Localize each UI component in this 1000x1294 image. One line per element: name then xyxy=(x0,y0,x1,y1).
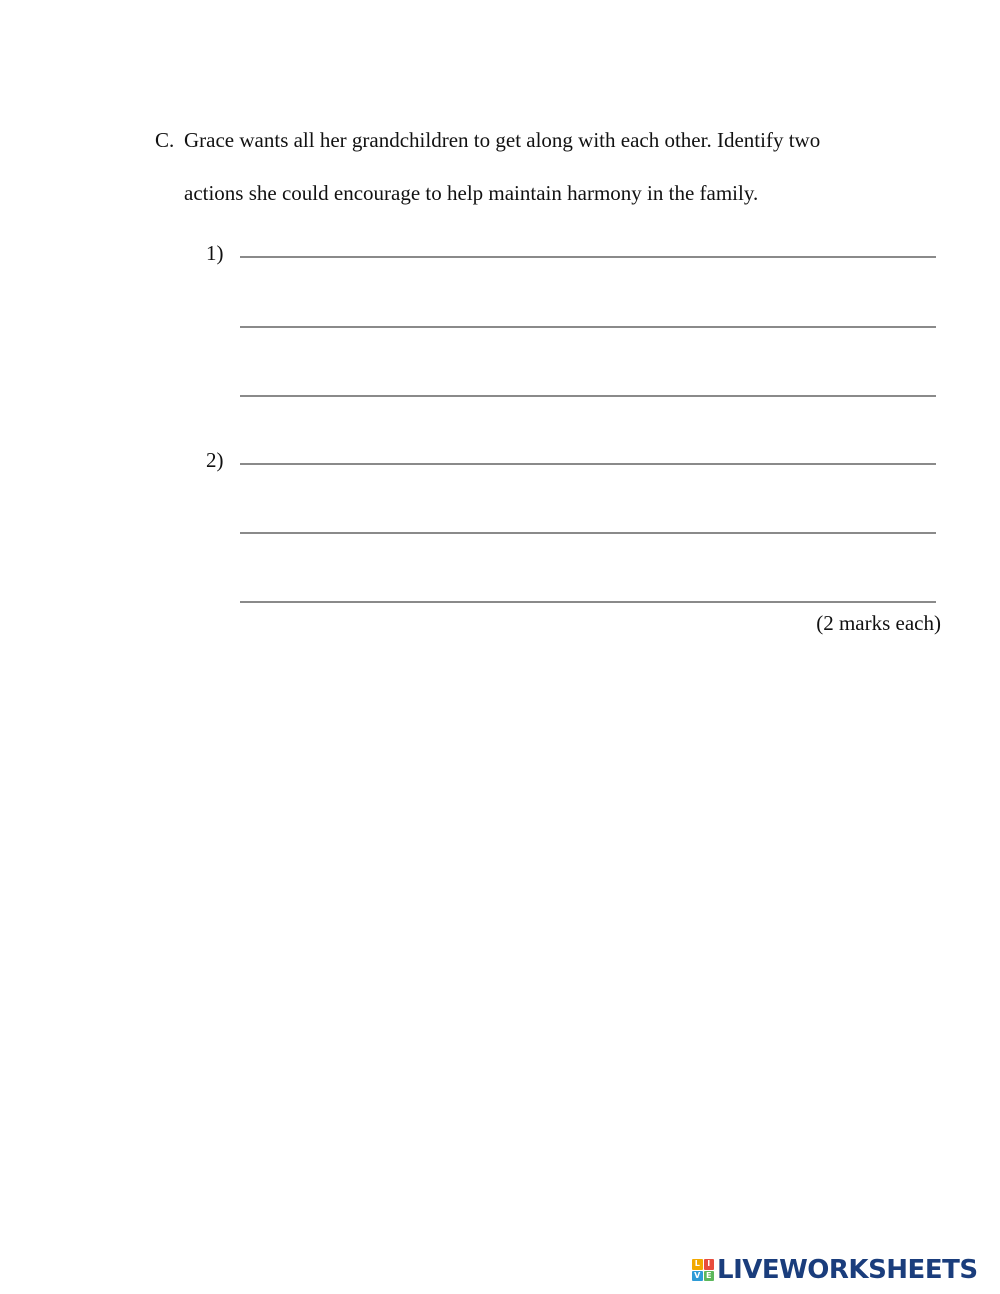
live-logo-icon xyxy=(692,1259,714,1281)
answer-1-line-1[interactable] xyxy=(240,256,936,258)
question-letter: C. xyxy=(155,128,175,152)
question-text-line-2: actions she could encourage to help maintain harmony in the family. xyxy=(184,181,759,205)
question-text-line-1: Grace wants all her grandchildren to get along with each other. Identify two xyxy=(184,128,821,152)
liveworksheets-logo xyxy=(692,1256,978,1284)
answer-number-1: 1) xyxy=(206,241,224,265)
answer-2-line-3[interactable] xyxy=(240,601,936,603)
marks-note: (2 marks each) xyxy=(816,611,941,635)
logo-tile-e: E xyxy=(704,1271,715,1282)
answer-1-line-3[interactable] xyxy=(240,395,936,397)
logo-tile-l: L xyxy=(692,1259,703,1270)
logo-tile-v: V xyxy=(692,1271,703,1282)
answer-2-line-2[interactable] xyxy=(240,532,936,534)
answer-2-line-1[interactable] xyxy=(240,463,936,465)
logo-wordmark: LIVEWORKSHEETS xyxy=(717,1255,978,1285)
answer-1-line-2[interactable] xyxy=(240,326,936,328)
question-c xyxy=(155,114,915,220)
logo-tile-i: I xyxy=(704,1259,715,1270)
answer-number-2: 2) xyxy=(206,448,224,472)
